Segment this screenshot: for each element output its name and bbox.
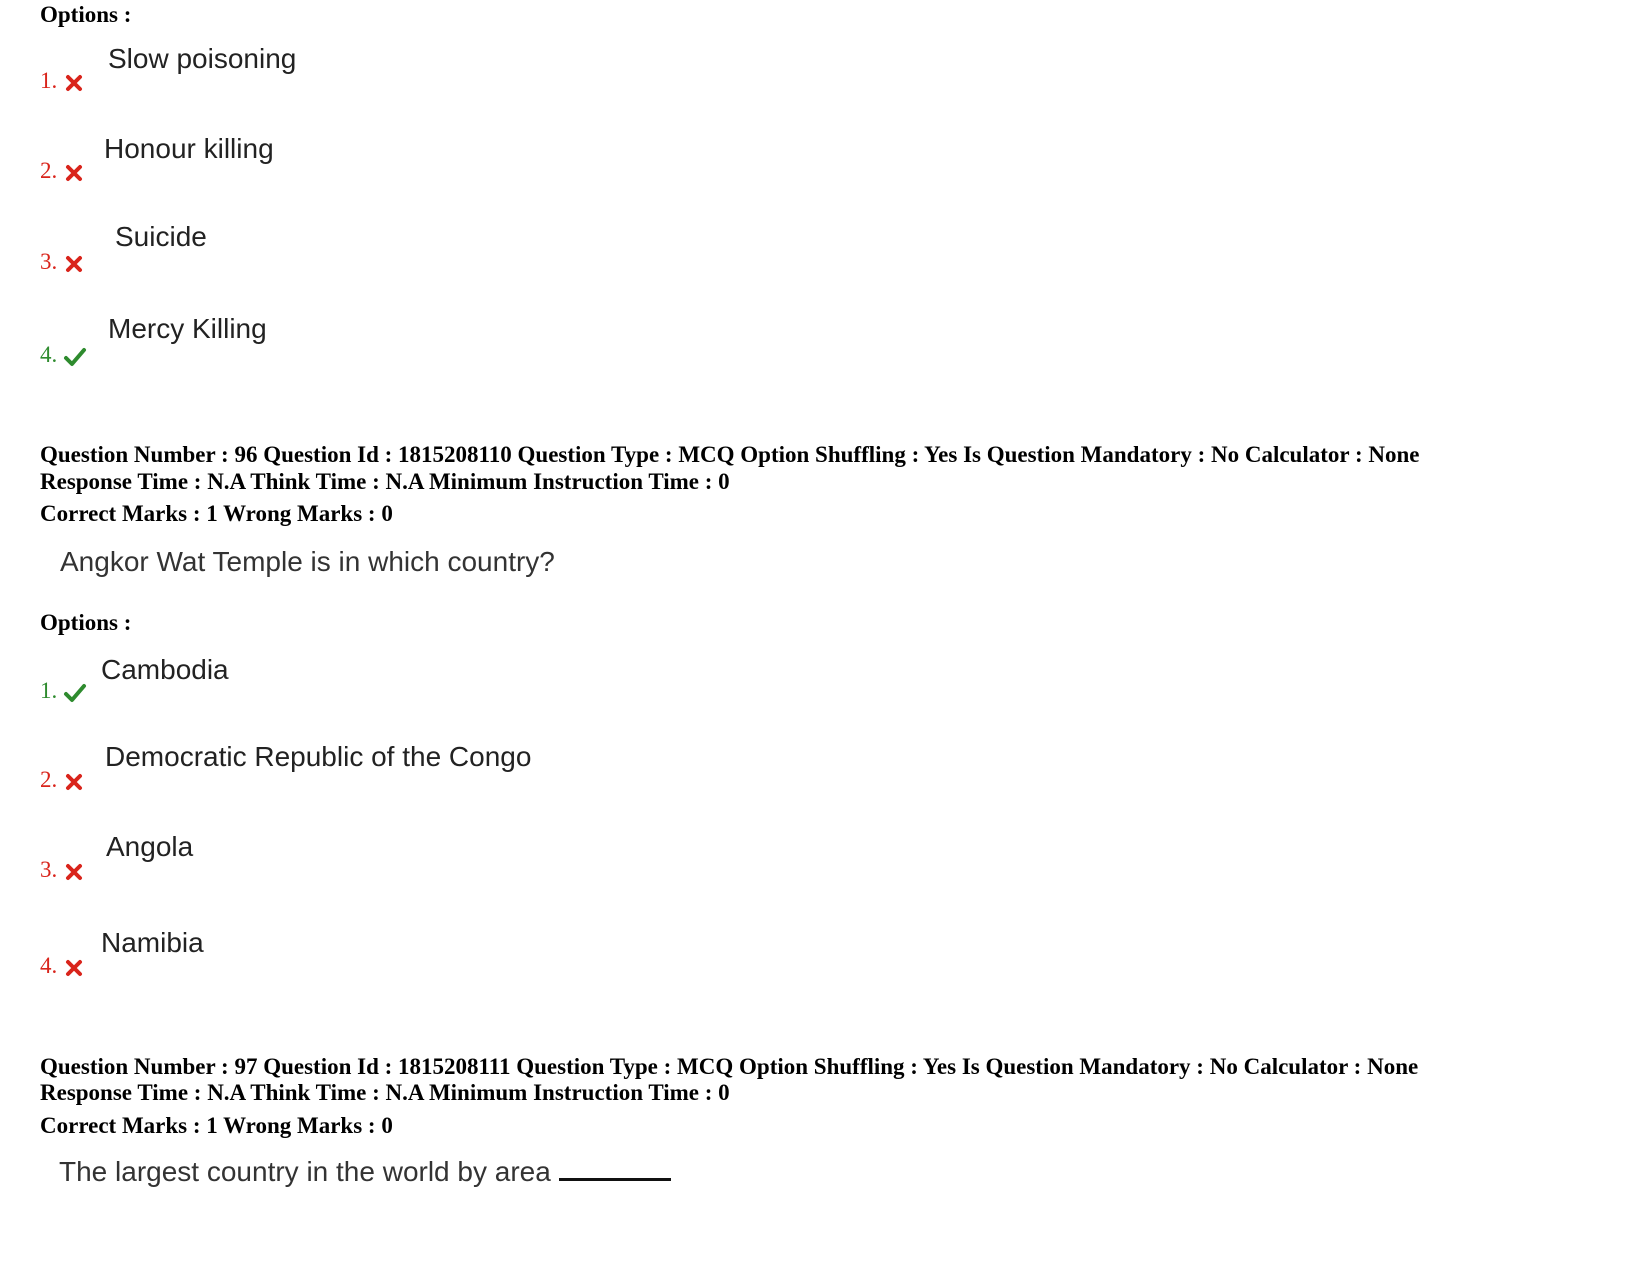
option-text: Cambodia bbox=[101, 654, 229, 685]
option-number: 2. bbox=[40, 767, 85, 793]
option-text: Slow poisoning bbox=[108, 43, 297, 74]
check-icon bbox=[63, 346, 85, 368]
question-meta-line2: Response Time : N.A Think Time : N.A Minimum Instruction Time : 0 bbox=[40, 469, 730, 494]
cross-icon bbox=[63, 957, 85, 979]
question-marks: Correct Marks : 1 Wrong Marks : 0 bbox=[40, 1113, 393, 1138]
option-number: 3. bbox=[40, 249, 85, 275]
option-number: 1. bbox=[40, 68, 85, 94]
question-text: The largest country in the world by area bbox=[59, 1155, 671, 1189]
option-text: Angola bbox=[106, 831, 194, 862]
answer-blank bbox=[559, 1162, 671, 1181]
question-meta-line1: Question Number : 97 Question Id : 1815208111 Question Type : MCQ Option Shuffling : Yes Is Question Mandatory : No Calculator : None bbox=[40, 1054, 1419, 1079]
question-meta-line2: Response Time : N.A Think Time : N.A Minimum Instruction Time : 0 bbox=[40, 1080, 730, 1105]
option-text: Honour killing bbox=[104, 133, 274, 164]
option-number: 1. bbox=[40, 678, 85, 704]
option-number: 2. bbox=[40, 158, 85, 184]
option-text: Democratic Republic of the Congo bbox=[105, 741, 532, 772]
options-label: Options : bbox=[40, 610, 132, 635]
cross-icon bbox=[63, 72, 85, 94]
option-text: Suicide bbox=[115, 221, 207, 252]
option-text: Namibia bbox=[101, 927, 204, 958]
options-label: Options : bbox=[40, 2, 132, 27]
cross-icon bbox=[63, 162, 85, 184]
question-marks: Correct Marks : 1 Wrong Marks : 0 bbox=[40, 501, 393, 526]
option-number: 3. bbox=[40, 857, 85, 883]
cross-icon bbox=[63, 771, 85, 793]
cross-icon bbox=[63, 861, 85, 883]
option-number: 4. bbox=[40, 953, 85, 979]
option-number: 4. bbox=[40, 342, 85, 368]
cross-icon bbox=[63, 253, 85, 275]
question-meta-line1: Question Number : 96 Question Id : 1815208110 Question Type : MCQ Option Shuffling : Yes Is Question Mandatory : No Calculator : None bbox=[40, 442, 1420, 467]
check-icon bbox=[63, 682, 85, 704]
question-text: Angkor Wat Temple is in which country? bbox=[60, 546, 555, 577]
option-text: Mercy Killing bbox=[108, 313, 267, 344]
